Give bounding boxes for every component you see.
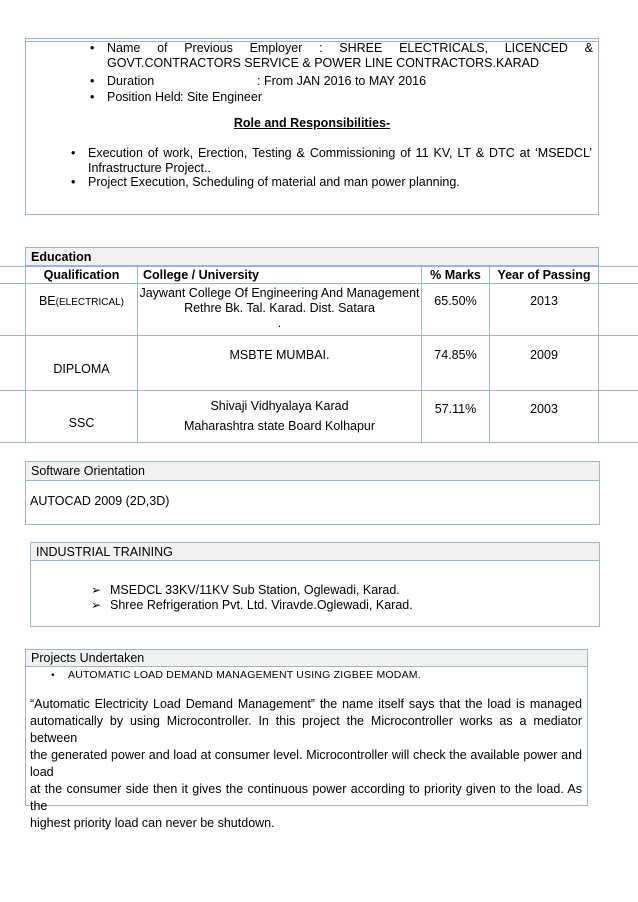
software-heading: Software Orientation [25,461,600,481]
year-cell: 2009 [530,348,558,362]
position-value: : Site Engineer [180,90,262,104]
responsibility-item: • Execution of work, Erection, Testing & Commissioning of 11 KV, LT & DTC at ‘MSEDCL’ [88,146,592,160]
project-title: • AUTOMATIC LOAD DEMAND MANAGEMENT USING ZIGBEE MODAM. [68,669,421,681]
projects-heading: Projects Undertaken [25,649,588,667]
responsibility-item: • Project Execution, Scheduling of material and man power planning. [88,175,460,189]
column-header: College / University [143,268,260,282]
responsibility-item-continuation: Infrastructure Project.. [88,161,211,175]
marks-cell: 74.85% [434,348,477,362]
training-heading: INDUSTRIAL TRAINING [30,542,600,561]
training-item: ➢ Shree Refrigeration Pvt. Ltd. Viravde.Oglewadi, Karad. [110,598,413,612]
education-heading: Education [25,247,599,266]
employer-name-line: • Name of Previous Employer : SHREE ELECTRICALS, LICENCED & [107,41,593,55]
year-cell: 2013 [530,294,558,308]
college-cell: MSBTE MUMBAI. [229,348,330,362]
marks-cell: 65.50% [434,294,477,308]
college-cell: Jaywant College Of Engineering And Management Rethre Bk. Tal. Karad. Dist. Satara . [139,286,420,330]
software-text: AUTOCAD 2009 (2D,3D) [30,494,170,508]
table-line [0,335,638,336]
table-vline [598,266,599,443]
duration-label: • Duration [107,74,154,88]
table-line [0,283,638,284]
table-line [0,266,638,267]
marks-cell: 57.11% [434,402,477,416]
qualification-cell: SSC [68,416,95,430]
qualification-cell: BE(ELECTRICAL) [38,294,125,308]
employer-name-continuation: GOVT.CONTRACTORS SERVICE & POWER LINE CONTRACTORS.KARAD [107,56,540,70]
training-item: ➢ MSEDCL 33KV/11KV Sub Station, Oglewadi, Karad. [110,583,400,597]
column-header: % Marks [430,268,481,282]
college-cell: Shivaji Vidhyalaya Karad Maharashtra state Board Kolhapur [183,399,376,433]
table-line [0,390,638,391]
project-description: “Automatic Electricity Load Demand Management” the name itself says that the load is managed automatically by using Microcontroller. In this project the Microcontroller works as a mediator between the generated power and load at consumer level. Microcontroller will check the available power and load at the consumer side then it gives the continuous power according to priority given to the load. As the highest priority load can never be shutdown. [30,697,582,830]
position-label: • Position Held [107,90,181,104]
column-header: Year of Passing [497,268,591,282]
duration-value: : From JAN 2016 to MAY 2016 [257,74,427,88]
table-line [0,442,638,443]
qualification-sub: (ELECTRICAL) [55,297,125,308]
roles-heading: Role and Responsibilities- [233,116,391,130]
qualification-cell: DIPLOMA [53,362,110,376]
column-header: Qualification [43,268,120,282]
year-cell: 2003 [530,402,558,416]
